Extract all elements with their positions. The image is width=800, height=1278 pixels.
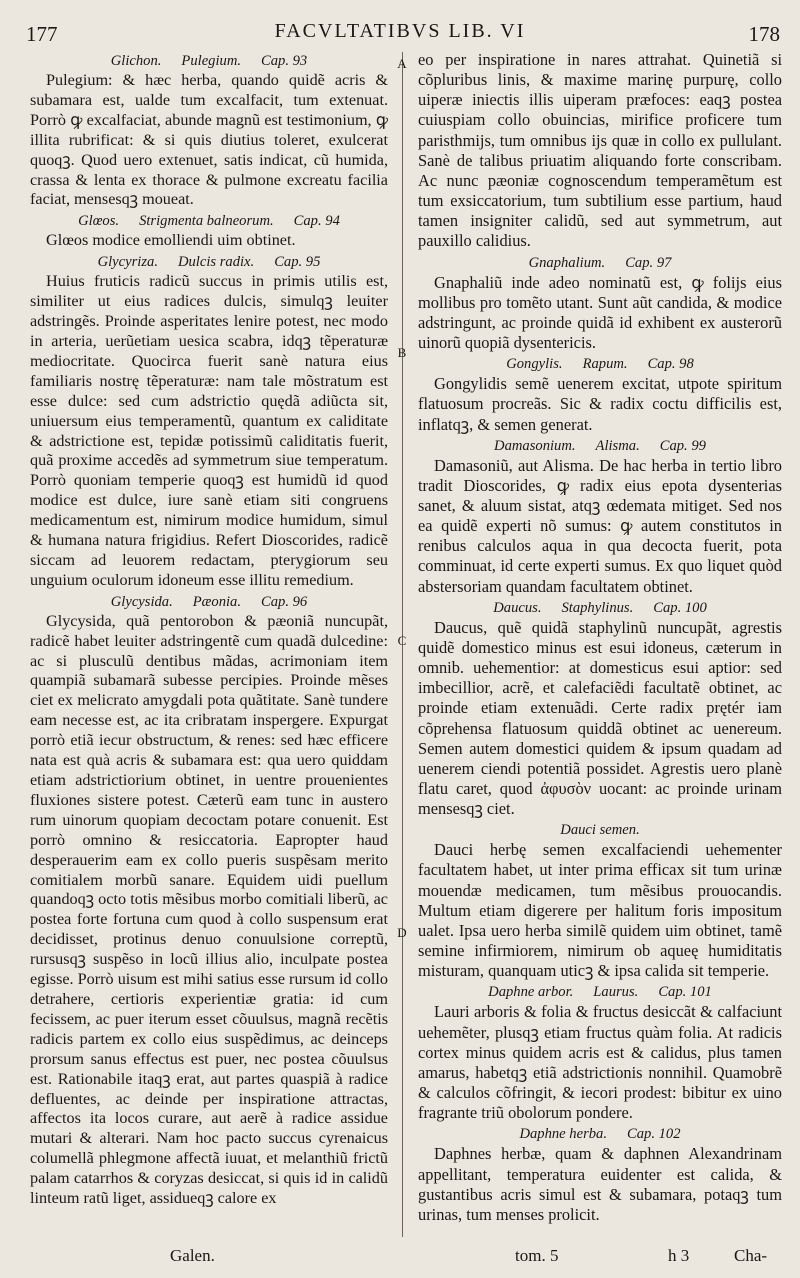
chapter-text: Daucus, quẽ quidã staphylinũ nuncupãt, agrestis quidẽ domestico minus est esui idoneus, cæterum in omnib. uehementior: at domesticus esui aptior: sed imbecillior, acrẽ, et calefaciẽdi facultatẽ obtinet, ac proinde etiam extenuãdi. Certe radix prętér iam cõprehensa flatuosum quiddã obtinet ac uenereum. Semen autem domestici quidem & ipsum quadam ad uenerem ciendi potentiã possidet. Agrestis uero planè flatu caret, quod ἀφυσὸν uocant: ac proinde urinam mensesqꝫ ciet. (418, 617, 782, 819)
margin-letter-b: B (397, 345, 407, 360)
chapter-text: Dauci herbę semen excalfaciendi uehementer facultatem habet, ut inter prima efficax sit tum urinæ mouendæ medicamen, tum mẽsibus prouocandis. Multum etiam digerere per halitum foris impositum ualet. Ipsa uero herba similẽ quidem uim obtinet, tamẽ semine infirmiorem, nimirum ob aqueę humiditatis misturam, quanquam uticꝫ & ipsa calida sit temperie. (418, 840, 782, 981)
chapter-heading: Daphne herba. Cap. 102 (519, 1126, 681, 1143)
chapter-text: Gnaphaliũ inde adeo nominatũ est, ꝙ folijs eius mollibus pro tomẽto utant. Sunt aũt candida, & modice adstringunt, ac proinde quidã id exhibent ex austerorũ uinorũ quopiã dysentericis. (418, 272, 782, 353)
chapter-heading: Glichon. Pulegium. Cap. 93 (110, 53, 308, 69)
chapter-text: Glœos modice emolliendi uim obtinet. (46, 231, 296, 250)
page-number-right: 178 (748, 22, 780, 46)
margin-letter-d: D (397, 925, 407, 940)
chapter-heading: Gnaphalium. Cap. 97 (528, 254, 672, 271)
chapter-text: eo per inspiratione in nares attrahat. Quinetiã si cõpluribus linis, & maxime marinę purpurę, collo uiperæ iniectis illis uiperam præfoces: eaqꝫ postea cuiuspiam collo obuincias, mirifice proficere tum paristhmijs, tum omnibus ijs quæ in collo ex pullulant. Sanè de talibus priuatim aliquando forte conscribam. Ac nunc pæoniæ cognoscendum temperamẽtum est tum exsiccatorium, tum subtilium esse partium, haud tamen insigniter calidũ, sed aut symmetrum, aut pauxillo calidius. (418, 50, 782, 251)
chapter-text: Damasoniũ, aut Alisma. De hac herba in tertio libro tradit Dioscorides, ꝙ radix eius epota dysenterias sanet, & aluum sistat, atqꝫ œdemata mitiget. Sed nos ea quidẽ experti nõ sumus: ꝙ autem constitutos in renibus calculos aqua in qua decocta fuerit, pota comminuat, id certe experti sumus. Ex quo liquet quòd abstersoriam quandam facultatem obtinet. (418, 455, 782, 596)
chapter-text: Pulegium: & hæc herba, quando quidẽ acris & subamara est, ualde tum excalfacit, tum extenuat. Porrò ꝙ excalfaciat, abunde magnũ est testimonium, ꝙ illita rubrificat: & si quis diutius toleret, exulcerat quoqꝫ. Quod uero extenuet, satis indicat, cũ humida, crassa & lenta ex thorace & pulmone excreatu facilia faciat, mensesqꝫ moueat. (30, 71, 388, 209)
catchword-right: Cha- (734, 1246, 768, 1265)
left-column (30, 50, 388, 1209)
chapter-heading: Gongylis. Rapum. Cap. 98 (506, 356, 694, 373)
chapter-text: Glycysida, quã pentorobon & pæoniã nuncupãt, radicẽ habet leuiter adstringentẽ cum quadã dulcedine: ac si plusculũ dentibus mãdas, acrimoniam item quampiã subamarã subesse percipies. Proinde mẽses ciet ex melicrato amygdali pota quãtitate. Sanè tundere eam necesse est, ac ita cribratam inspergere. Expurgat porrò etiã iecur obstructum, & renes: sed hæc efficere nata est quà acris & subamara est: qua uero quiddam etiam adstrictiorium obtinet, in uentre prouenientes fluxiones sistere potest. Cæterũ eam tunc in austero rum uinorum quopiam decoctam potare conuenit. Est porrò omnino & resiccatoria. Eapropter haud desperauerim eam ex collo pueris suspẽsam merito comitialem morbũ sanare. Equidem uidi puellum quandoqꝫ octo totis mẽsibus morbo comitiali liberũ, ac postea forte fortuna cum quod à collo suspensum erat decidisset, protinus denuo conuulsione correptũ, rursusqꝫ suspẽso in locũ illius alio, inculpate postea egisse. Porrò uisum est mihi satius esse rursum id collo detrahere, certioris experientiæ gratia: id cum fecissem, ac puer iterum esset cõuulsus, magnã recẽtis radicis partem ex collo eius suspẽdimus, ac deinceps prorsum sanus effectus est puer, nec postea cõuulsus est. Rationabile itaqꝫ erat, aut partes quaspiã à radice defluentes, ac deinde per inspiratione attractas, affectos ita locos curare, aut aerẽ à radice assidue mutari & alterari. Nam hoc pacto succus cyrenaicus columellã phlegmone affectã iuuat, et melanthiũ frictũ palam catarrhos & coryzas desiccat, si quis id in calidũ linteum ratũ liget, assidueqꝫ calore ex (30, 611, 388, 1208)
running-head (0, 0, 800, 46)
chapter-heading: Damasonium. Alisma. Cap. 99 (494, 437, 706, 454)
chapter-heading: Glœos. Strigmenta balneorum. Cap. 94 (78, 213, 340, 230)
catchword-left: Galen. (170, 1246, 215, 1265)
running-title: FACVLTATIBVS LIB. VI (274, 20, 526, 42)
chapter-heading: Daphne arbor. Laurus. Cap. 101 (488, 984, 712, 1001)
margin-letter-c: C (397, 633, 407, 648)
page-number-left: 177 (26, 22, 58, 46)
chapter-heading: Dauci semen. (560, 822, 640, 839)
signature-volume: tom. 5 (515, 1246, 559, 1265)
chapter-heading: Daucus. Staphylinus. Cap. 100 (493, 599, 707, 616)
chapter-text: Daphnes herbæ, quam & daphnen Alexandrinam appellitant, temperatura euidenter est calida, & gustantibus acris simul est & subamara, potaqꝫ tum urinas, tum menses prolicit. (418, 1144, 782, 1224)
signature-mark: h 3 (668, 1246, 690, 1265)
right-column (418, 50, 782, 1225)
chapter-text: Gongylidis semẽ uenerem excitat, utpote spiritum flatuosum procreãs. Sic & radix coctu difficilis est, inflatqꝫ, & semen generat. (418, 374, 782, 434)
chapter-text: Lauri arboris & folia & fructus desiccãt & calfaciunt uehemẽter, plusqꝫ etiam fructus quàm folia. At radicis cortex minus quidem acris est & calidus, plus tamen amarus, habetqꝫ etiã adstrictionis nonnihil. Quamobrẽ & calculos cõfringit, & iecori prodest: bibitur ex uino fragrante triũ obolorum pondere. (418, 1002, 782, 1123)
chapter-heading: Glycyriza. Dulcis radix. Cap. 95 (97, 254, 321, 271)
chapter-heading: Glycysida. Pæonia. Cap. 96 (110, 593, 308, 610)
margin-letter-a: A (397, 56, 407, 71)
chapter-text: Huius fruticis radicũ succus in primis utilis est, similiter ut eius radices dulcis, simulqꝫ leuiter adstringẽs. Proinde asperitates lenire potest, nec modo in arteria, uerũetiam uesica scabra, idqꝫ tẽperaturæ mediocritate. Quocirca fuerit sanè natura eius familiaris nostrę tẽperaturæ: nam tale mõstratum est esse dulce: sed cum adstrictio quędã adiũcta sit, uniuersum eius temperamentũ, quantum ex caliditate & adstrictione est, tepidæ potissimũ caliditatis fuerit, quã proxime accedẽs ad symmetrum siue temperatum. Porrò quoniam temperie quoqꝫ est humidũ id quod modice est dulce, iure sanè etiam siti congruens medicamentum est, nimirum modice humidum, simul & humana natura frigidius. Refert Dioscorides, radicẽ siccam ad leuorem redactam, pterygiorum seu unguium oculorum idoneum esse illitu remedium. (30, 272, 388, 589)
